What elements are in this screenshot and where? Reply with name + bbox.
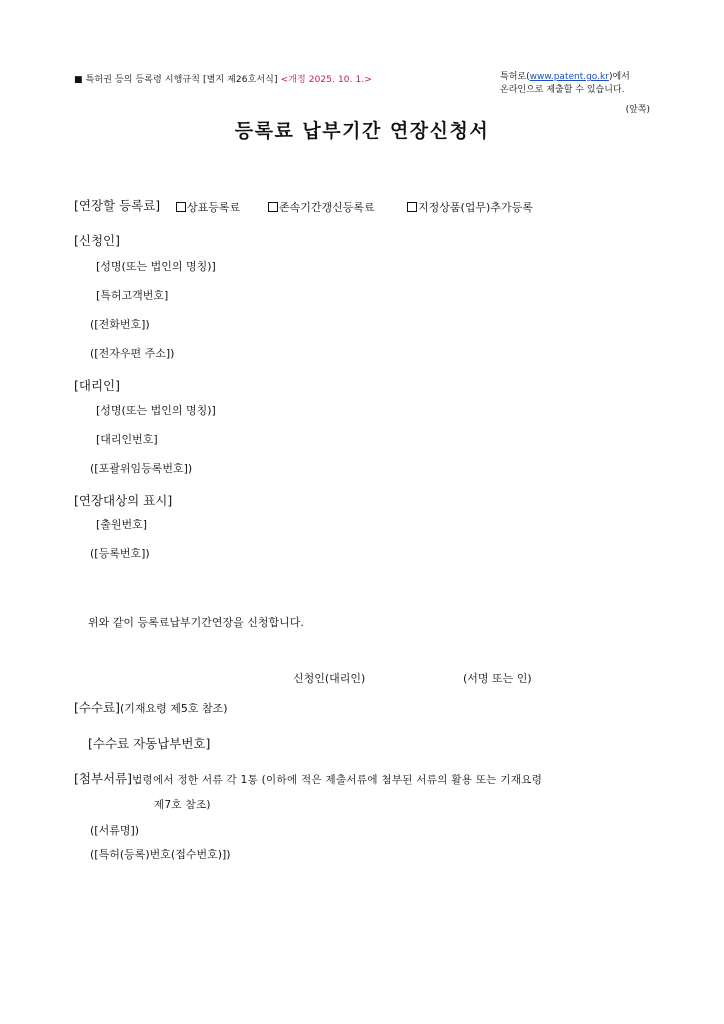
attachments-line-1: 법령에서 정한 서류 각 1통 (이하에 적은 제출서류에 첨부된 서류의 활용 또는 기재요령 [132,774,543,786]
applicant-name-field: [성명(또는 법인의 명칭)] [96,260,216,273]
document-name-field: ([서류명]) [90,824,140,837]
option-additional-goods[interactable]: 지정상품(업무)추가등록 [407,199,533,215]
patent-site-link[interactable]: www.patent.go.kr [529,72,609,82]
applicant-phone-field: ([전화번호]) [90,318,150,331]
page-side-label: (앞쪽) [625,105,650,115]
online-submission-note [500,71,630,97]
revision-date: <개정 2025. 10. 1.> [280,75,372,85]
target-label: [연장대상의 표시] [74,493,173,508]
applicant-customer-no-field: [특허고객번호] [96,289,169,302]
checkbox-icon[interactable] [176,202,186,212]
agent-number-field: [대리인번호] [96,433,158,446]
online-line-1: 특허로(www.patent.go.kr)에서 [500,72,630,82]
form-ref-text: 특허권 등의 등록령 시행규칙 [별지 제26호서식] [85,75,278,85]
extend-fee-section [74,196,160,214]
document-title: 등록료 납부기간 연장신청서 [234,120,490,142]
checkbox-icon[interactable] [268,202,278,212]
checkbox-icon[interactable] [407,202,417,212]
request-statement: 위와 같이 등록료납부기간연장을 신청합니다. [88,616,304,629]
form-reference [74,72,372,85]
option-renewal-fee[interactable]: 존속기간갱신등록료 [268,199,375,215]
square-bullet-icon: ■ [74,75,83,85]
auto-pay-number-field: [수수료 자동납부번호] [88,736,211,751]
signer-label: 신청인(대리인) [293,672,366,685]
applicant-email-field: ([전자우편 주소]) [90,347,175,360]
registration-number-field: ([등록번호]) [90,547,150,560]
signature-seal-label: (서명 또는 인) [463,672,532,685]
agent-name-field: [성명(또는 법인의 명칭)] [96,404,216,417]
fee-section [74,698,228,716]
extend-fee-label: [연장할 등록료] [74,198,161,213]
attachments-line-2: 제7호 참조) [154,799,211,811]
applicant-label: [신청인] [74,233,120,248]
agent-label: [대리인] [74,378,120,393]
online-line-2: 온라인으로 제출할 수 있습니다. [500,85,625,95]
attachments-label: [첨부서류] [74,771,133,786]
application-number-field: [출원번호] [96,518,148,531]
fee-label: [수수료] [74,700,120,715]
fee-note: (기재요령 제5호 참조) [119,702,228,715]
patent-number-field: ([특허(등록)번호(접수번호)]) [90,848,231,861]
general-poa-field: ([포괄위임등록번호]) [90,462,193,475]
attachments-section [74,769,542,787]
option-trademark-fee[interactable]: 상표등록료 [176,199,240,215]
